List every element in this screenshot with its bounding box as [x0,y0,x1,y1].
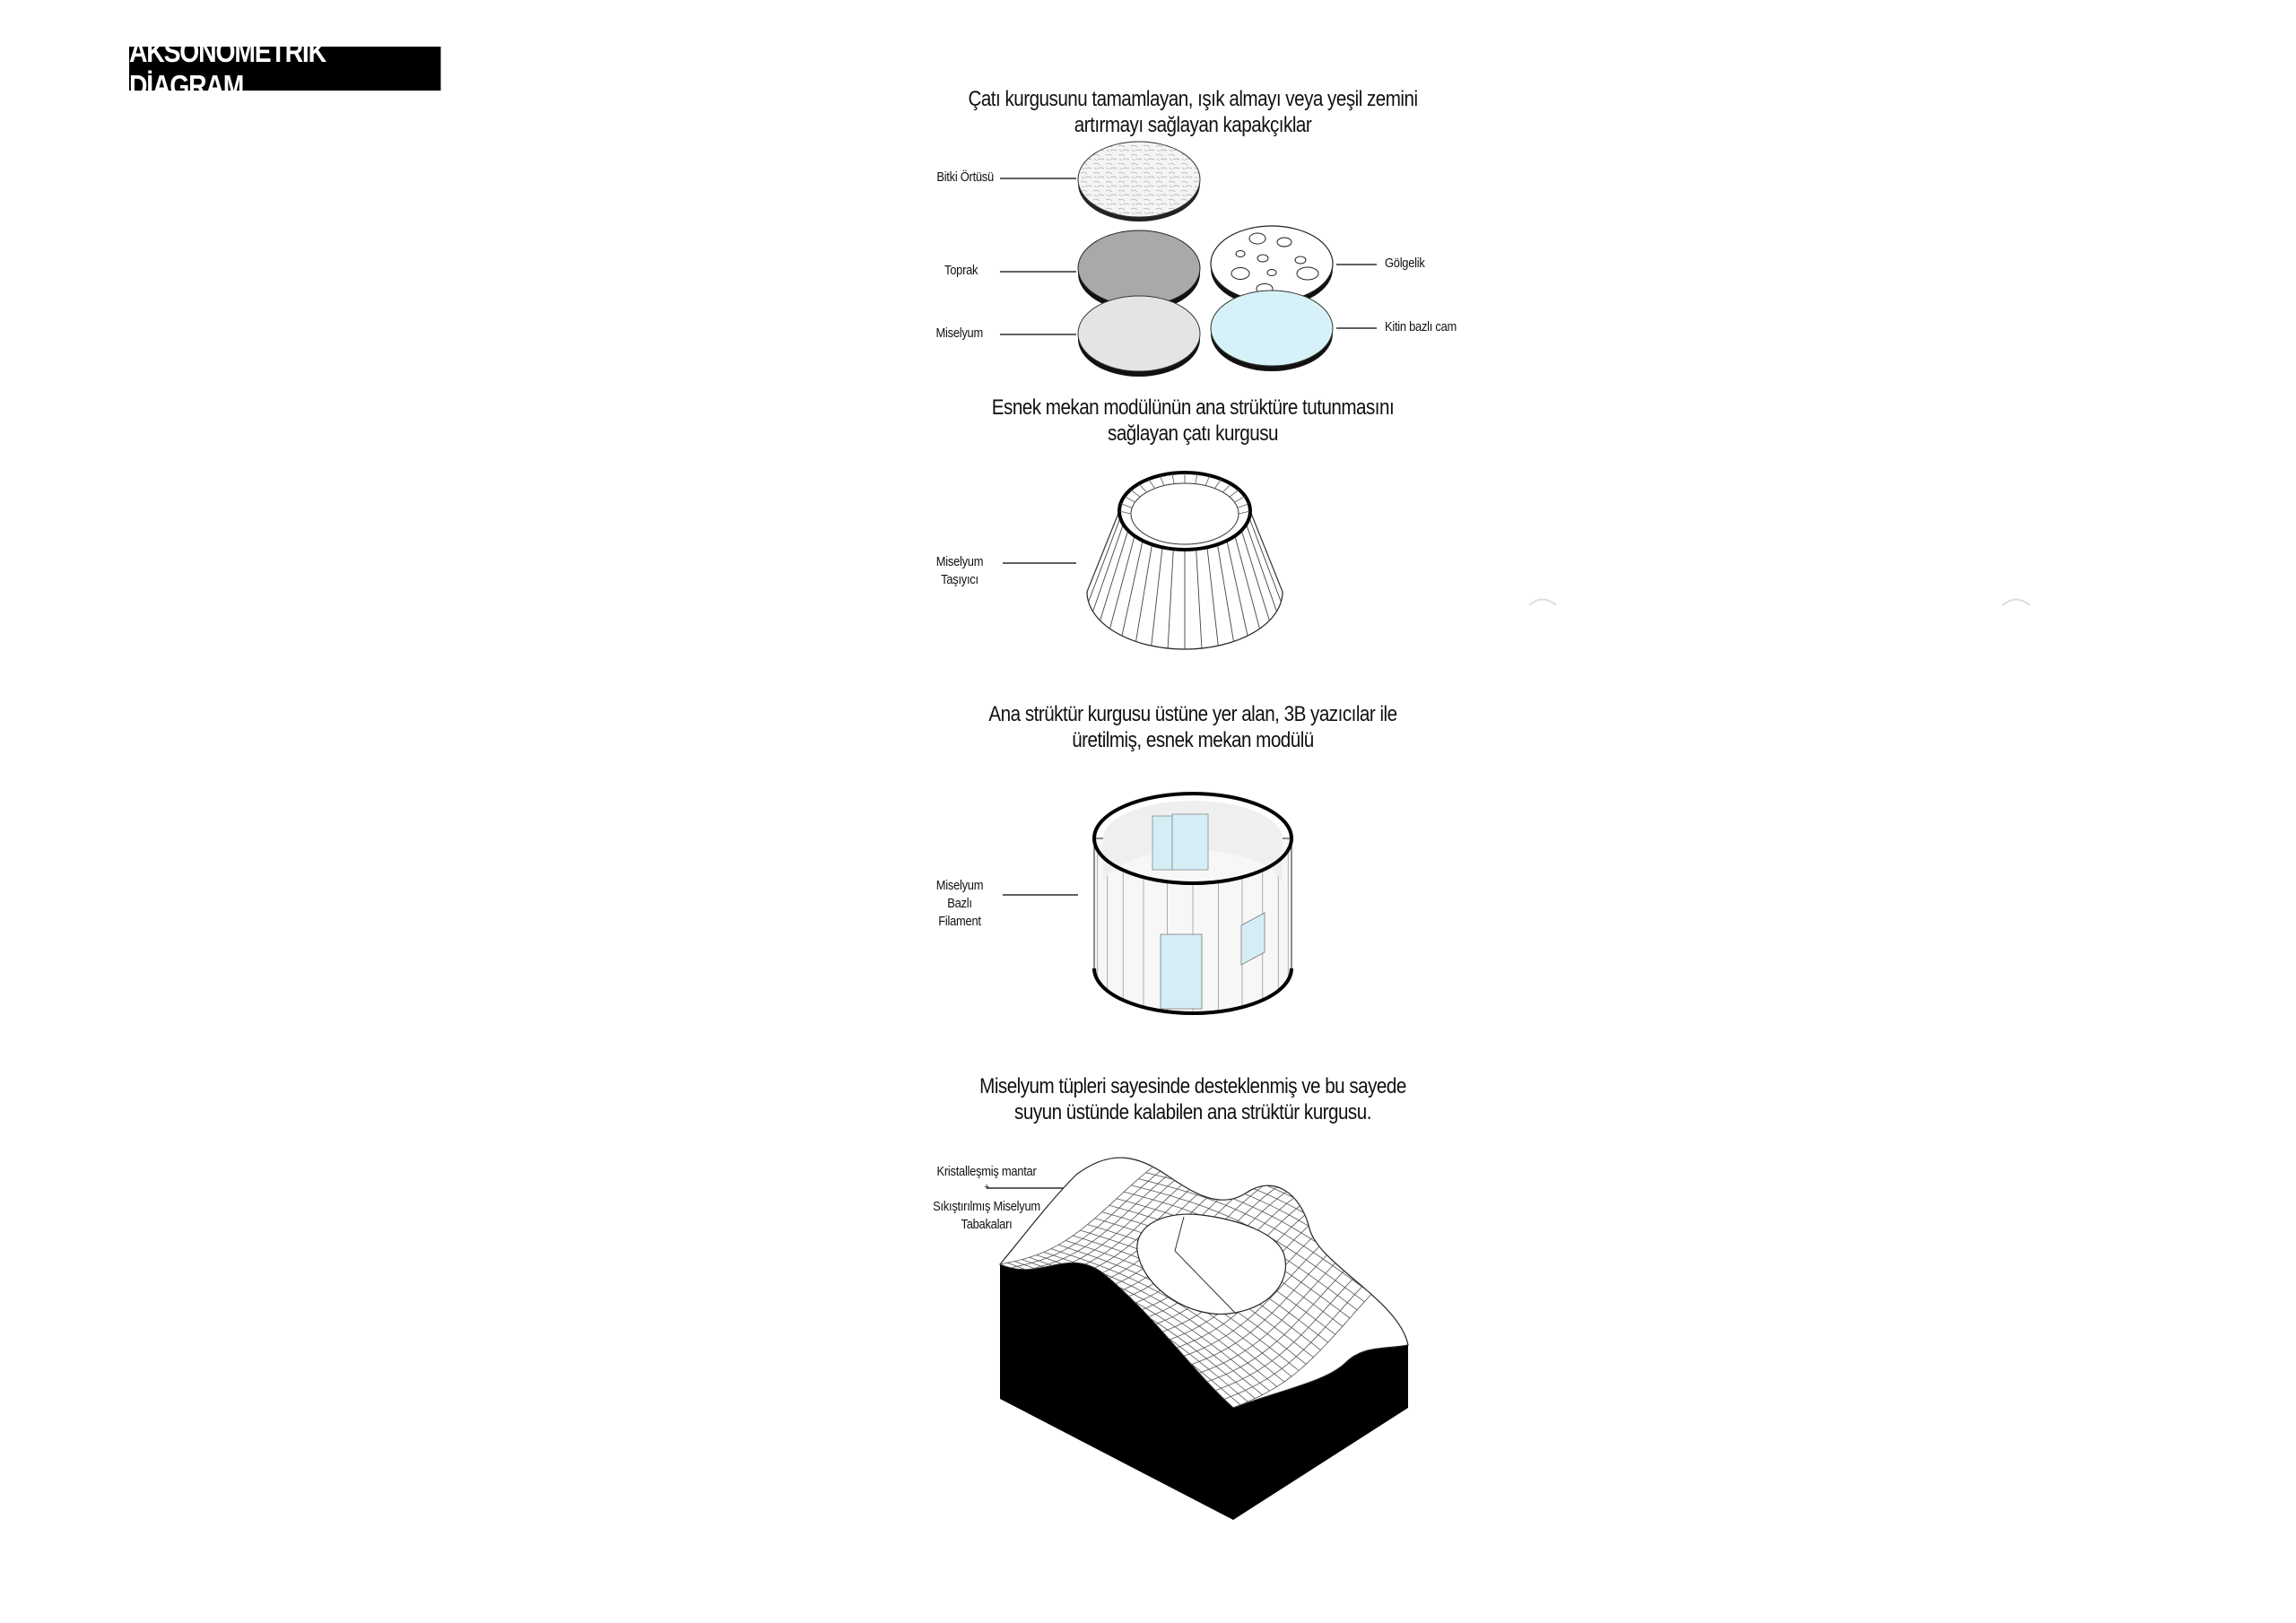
label-line: Kristalleşmiş mantar [936,1164,1037,1179]
caption-line: suyun üstünde kalabilen ana strüktür kurgusu. [1014,1100,1371,1124]
label-shading: Gölgelik [1385,256,1425,271]
vegetation-disc [1078,142,1200,221]
label-line: Miselyum [935,554,984,569]
caption-line: Esnek mekan modülünün ana strüktüre tutunmasını [991,395,1395,420]
caption-line: üretilmiş, esnek mekan modülü [1072,728,1314,752]
label-line: Bazlı [947,896,972,911]
label-plus: + [984,1182,989,1193]
caption-line: Ana strüktür kurgusu üstüne yer alan, 3B yazıcılar ile [988,702,1397,726]
mycelium-disc [1078,296,1200,377]
space-module-cylinder [1003,794,1292,1013]
label-line: Filament [938,914,981,929]
caption-line: Miselyum tüpleri sayesinde desteklenmiş ve bu sayede [979,1074,1406,1098]
roof-structure-frustum [1003,473,1283,649]
label-line: Sıkıştırılmış Miselyum [933,1199,1040,1214]
label-chitin-glass: Kitin bazlı cam [1385,319,1457,334]
window-back-right [1172,814,1208,870]
caption-line: artırmayı sağlayan kapakçıklar [1074,113,1312,137]
window-front-left [1161,934,1202,1009]
label-line: Taşıyıcı [941,572,978,587]
label-line: Tabakaları [961,1217,1013,1232]
label-soil: Toprak [944,263,978,278]
label-mycelium: Miselyum [935,325,983,341]
chitin-glass-disc [1211,291,1333,371]
label-line: Miselyum [935,878,984,893]
page-title: AKSONOMETRİK DİAGRAM [129,34,326,102]
caption-line: sağlayan çatı kurgusu [1108,421,1278,446]
decor-arc-right [2003,600,2030,606]
caption-line: Çatı kurgusunu tamamlayan, ışık almayı veya yeşil zemini [968,87,1418,111]
label-vegetation: Bitki Örtüsü [936,169,994,185]
main-structure-block [987,1152,1408,1520]
decor-arc-left [1529,600,1556,606]
cap-layers-group [1000,142,1377,377]
window-back-left [1152,816,1172,870]
